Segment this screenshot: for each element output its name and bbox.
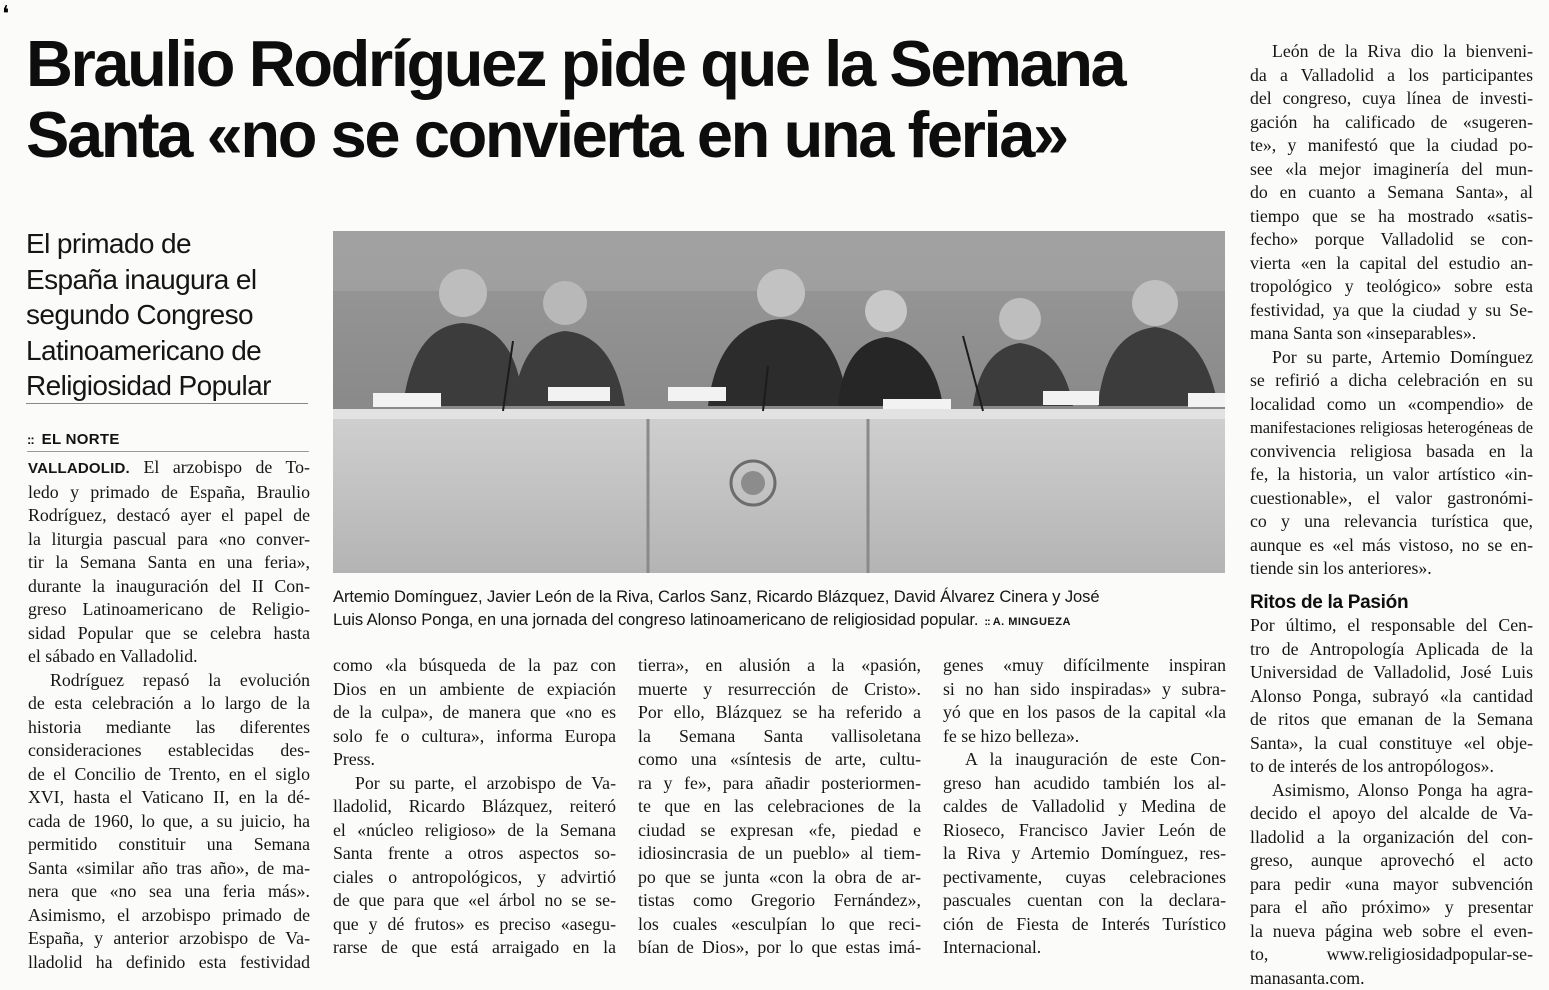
text-line: si no han sido inspiradas» y subra-: [943, 678, 1226, 702]
divider: [26, 403, 308, 404]
text-line: cada de 1960, lo que, a su juicio, ha: [28, 810, 310, 834]
text-line: to, www.religiosidadpopular-se-: [1250, 943, 1533, 967]
text-line: Internacional.: [943, 936, 1226, 960]
photo-illustration: [333, 231, 1225, 573]
text-line: consideraciones establecidas des-: [28, 739, 310, 763]
text-line: ledo y primado de España, Braulio: [28, 481, 310, 505]
text-line: ciales o antropológicos, y advirtió: [333, 866, 616, 890]
text-line: po que se junta «con la obra de ar-: [638, 866, 921, 890]
text-line: de la culpa», de manera que «no es: [333, 701, 616, 725]
text-line: Dios en un ambiente de expiación: [333, 678, 616, 702]
caption-line: [333, 609, 1225, 634]
text-line: manifestaciones religiosas heterogéneas de: [1250, 416, 1533, 440]
text-line: aunque es «el más vistoso, no se en-: [1250, 534, 1533, 558]
text-line: de ritos que emanan de la Semana: [1250, 708, 1533, 732]
text-fragment: El arzobispo de To-: [143, 457, 310, 477]
headline: [26, 28, 1236, 170]
article-column-3: [638, 654, 921, 960]
photo-credit: [984, 616, 1071, 628]
text-line: ción de Fiesta de Interés Turístico: [943, 913, 1226, 937]
text-line: Universidad de Valladolid, José Luis: [1250, 661, 1533, 685]
text-line: tro de Antropología Aplicada de la: [1250, 638, 1533, 662]
text-line: durante la inauguración del II Con-: [28, 575, 310, 599]
text-line: lladolid, Ricardo Blázquez, reiteró: [333, 795, 616, 819]
text-line: festividad, ya que la ciudad y su Se-: [1250, 299, 1533, 323]
text-line: se refirió a dicha celebración en su: [1250, 369, 1533, 393]
text-line: [28, 456, 310, 481]
text-line: Asimismo, el arzobispo primado de: [28, 904, 310, 928]
text-line: A la inauguración de este Con-: [943, 748, 1226, 772]
text-line: do en cuanto a Semana Santa», al: [1250, 181, 1533, 205]
photo-caption: [333, 586, 1225, 633]
text-line: greso han acudido también los al-: [943, 772, 1226, 796]
text-line: idiosincrasia de un pueblo» al tiem-: [638, 842, 921, 866]
text-line: tir la Semana Santa en una feria»,: [28, 551, 310, 575]
text-line: lladolid a la organización del con-: [1250, 826, 1533, 850]
table-cloth: [333, 409, 1225, 573]
text-line: vierta «en la capital del estudio an-: [1250, 252, 1533, 276]
corner-mark: ❛: [2, 2, 9, 27]
text-line: localidad como un «compendio» de: [1250, 393, 1533, 417]
text-line: decido el apoyo del alcalde de Va-: [1250, 802, 1533, 826]
text-line: de que para que «el árbol no se se-: [333, 889, 616, 913]
caption-line: Artemio Domínguez, Javier León de la Riva, Carlos Sanz, Ricardo Blázquez, David Álvarez Cinera y José: [333, 586, 1225, 609]
text-line: la liturgia pascual para «no conver-: [28, 528, 310, 552]
text-line: la nueva página web sobre el even-: [1250, 920, 1533, 944]
text-line: Santa», la cual constituye «el obje-: [1250, 732, 1533, 756]
text-line: que y dé frutos» es preciso «asegu-: [333, 913, 616, 937]
divider: [27, 451, 309, 452]
caption-text: Luis Alonso Ponga, en una jornada del congreso latinoamericano de religiosidad popular.: [333, 610, 978, 629]
text-line: para el año próximo» y presentar: [1250, 896, 1533, 920]
text-line: Rioseco, Francisco Javier León de: [943, 819, 1226, 843]
text-line: convivencia religiosa basada en la: [1250, 440, 1533, 464]
article-column-5: [1250, 40, 1533, 990]
text-line: sidad Popular que se celebra hasta: [28, 622, 310, 646]
text-line: cuestionable», el valor gastronómi-: [1250, 487, 1533, 511]
article-column-2: [333, 654, 616, 960]
text-line: solo fe o cultura», informa Europa: [333, 725, 616, 749]
text-line: te», y manifestó que la ciudad po-: [1250, 134, 1533, 158]
text-line: Rodríguez repasó la evolución: [28, 669, 310, 693]
text-line: el «núcleo religioso» de la Semana: [333, 819, 616, 843]
text-line: pascuales cuentan con la declara-: [943, 889, 1226, 913]
source-label: [27, 429, 309, 449]
text-line: León de la Riva dio la bienveni-: [1250, 40, 1533, 64]
dateline: VALLADOLID.: [28, 460, 130, 477]
text-line: Por su parte, Artemio Domínguez: [1250, 346, 1533, 370]
text-line: yó que en los pasos de la capital «la: [943, 701, 1226, 725]
text-line: la Semana Santa vallisoletana: [638, 725, 921, 749]
text-line: permitido constituir una Semana: [28, 833, 310, 857]
subheadline: [26, 226, 321, 404]
text-line: como «la búsqueda de la paz con: [333, 654, 616, 678]
text-line: Por su parte, el arzobispo de Va-: [333, 772, 616, 796]
text-line: Rodríguez, destacó ayer el papel de: [28, 504, 310, 528]
text-line: historia mediante las diferentes: [28, 716, 310, 740]
text-line: gación ha calificado de «sugeren-: [1250, 111, 1533, 135]
credit-name: A. MINGUEZA: [993, 616, 1071, 628]
text-line: Santa «similar año tras año», de ma-: [28, 857, 310, 881]
text-line: te que en las celebraciones de la: [638, 795, 921, 819]
text-line: Alonso Ponga, subrayó «la cantidad: [1250, 685, 1533, 709]
headline-line: Santa «no se convierta en una feria»: [26, 99, 1236, 170]
text-line: fe se hizo belleza».: [943, 725, 1226, 749]
headline-line: Braulio Rodríguez pide que la Semana: [26, 28, 1236, 99]
text-line: greso, aunque aprovechó el acto: [1250, 849, 1533, 873]
subhead-line: El primado de: [26, 226, 321, 262]
text-line: da a Valladolid a los participantes: [1250, 64, 1533, 88]
text-line: ra y fe», para añadir posteriormen-: [638, 772, 921, 796]
source-name: EL NORTE: [42, 431, 120, 448]
article-column-4: [943, 654, 1226, 960]
text-line: Por ello, Blázquez se ha referido a: [638, 701, 921, 725]
text-line: tiempo que se ha mostrado «satis-: [1250, 205, 1533, 229]
text-line: lladolid ha definido esta festividad: [28, 951, 310, 975]
text-line: greso Latinoamericano de Religio-: [28, 598, 310, 622]
text-line: la Riva y Artemio Domínguez, res-: [943, 842, 1226, 866]
article-photo: [333, 231, 1225, 573]
text-line: co y una relevancia turística que,: [1250, 510, 1533, 534]
text-line: tropológico y teológico» sobre esta: [1250, 275, 1533, 299]
text-line: para pedir «una mayor subvención: [1250, 873, 1533, 897]
text-line: bían de Dios», por lo que estas imá-: [638, 936, 921, 960]
text-line: Santa frente a otros aspectos so-: [333, 842, 616, 866]
text-line: tistas como Gregorio Fernández»,: [638, 889, 921, 913]
section-title: Ritos de la Pasión: [1250, 591, 1533, 615]
text-line: rarse de que está arraigado en la: [333, 936, 616, 960]
text-line: Por último, el responsable del Cen-: [1250, 614, 1533, 638]
credit-marker: ::: [984, 616, 989, 628]
text-line: del congreso, cuya línea de investi-: [1250, 87, 1533, 111]
text-line: el sábado en Valladolid.: [28, 645, 310, 669]
text-line: manasanta.com.: [1250, 967, 1533, 990]
text-line: España, y anterior arzobispo de Va-: [28, 927, 310, 951]
text-line: pectivamente, cuyas celebraciones: [943, 866, 1226, 890]
text-line: nera que «no sea una feria más».: [28, 880, 310, 904]
source-marker: ::: [27, 432, 34, 447]
subhead-line: Religiosidad Popular: [26, 368, 321, 404]
text-line: Asimismo, Alonso Ponga ha agra-: [1250, 779, 1533, 803]
text-line: como una «síntesis de arte, cultu-: [638, 748, 921, 772]
text-line: to de interés de los antropólogos».: [1250, 755, 1533, 779]
text-line: genes «muy difícilmente inspiran: [943, 654, 1226, 678]
text-line: Press.: [333, 748, 616, 772]
text-line: fecho» porque Valladolid se con-: [1250, 228, 1533, 252]
text-line: de el Concilio de Trento, en el siglo: [28, 763, 310, 787]
text-line: muerte y resurrección de Cristo».: [638, 678, 921, 702]
article-column-1: [28, 456, 310, 974]
text-line: tierra», en alusión a la «pasión,: [638, 654, 921, 678]
text-line: fe, la historia, un valor artístico «in-: [1250, 463, 1533, 487]
text-line: los cuales «esculpían lo que reci-: [638, 913, 921, 937]
text-line: mana Santa son «inseparables».: [1250, 322, 1533, 346]
text-line: caldes de Valladolid y Medina de: [943, 795, 1226, 819]
subhead-line: segundo Congreso: [26, 297, 321, 333]
text-line: XVI, hasta el Vaticano II, en la dé-: [28, 786, 310, 810]
text-line: ciudad se expresan «fe, piedad e: [638, 819, 921, 843]
text-line: see «la mejor imaginería del mun-: [1250, 158, 1533, 182]
text-line: tiende sin los anteriores».: [1250, 557, 1533, 581]
subhead-line: Latinoamericano de: [26, 333, 321, 369]
subhead-line: España inaugura el: [26, 262, 321, 298]
text-line: de esta celebración a lo largo de la: [28, 692, 310, 716]
